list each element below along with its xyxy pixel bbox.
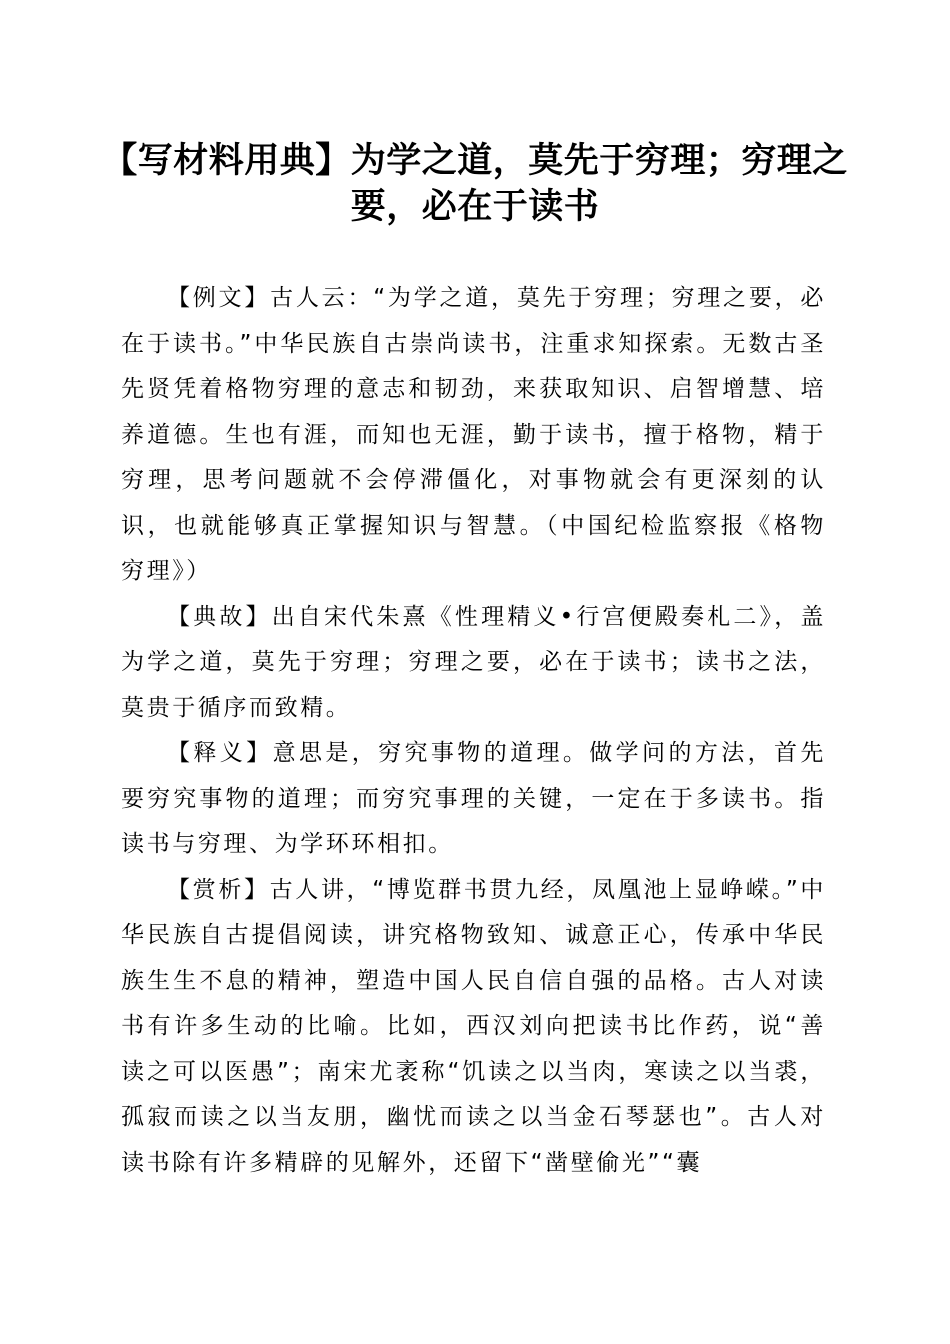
paragraph-appreciation: 【赏析】古人讲，“博览群书贯九经，凤凰池上显峥嵘。”中华民族自古提倡阅读，讲究格物致知、诚意正心，传承中华民族生生不息的精神，塑造中国人民自信自强的品格。古人对读书有许多生动的比喻。比如，西汉刘向把读书比作药，说“善读之可以医愚”；南宋尤袤称“饥读之以当肉，寒读之以当裘，孤寂而读之以当友朋，幽忧而读之以当金石琴瑟也”。古人对读书除有许多精辟的见解外，还留下“凿壁偷光”“囊 xyxy=(121,876,826,1176)
paragraph-allusion: 【典故】出自宋代朱熹《性理精义•行宫便殿奏札二》，盖为学之道，莫先于穷理；穷理之要，必在于读书；读书之法，莫贵于循序而致精。 xyxy=(121,603,826,721)
document-title: 【写材料用典】为学之道，莫先于穷理；穷理之要，必在于读书 xyxy=(102,140,848,227)
paragraph-meaning: 【释义】意思是，穷究事物的道理。做学问的方法，首先要穷究事物的道理；而穷究事理的关键，一定在于多读书。指读书与穷理、为学环环相扣。 xyxy=(121,740,826,857)
document-body xyxy=(121,276,826,1186)
paragraph-example: 【例文】古人云：“为学之道，莫先于穷理；穷理之要，必在于读书。”中华民族自古崇尚读书，注重求知探索。无数古圣先贤凭着格物穷理的意志和韧劲，来获取知识、启智增慧、培养道德。生也有涯，而知也无涯，勤于读书，擅于格物，精于穷理，思考问题就不会停滞僵化，对事物就会有更深刻的认识，也就能够真正掌握知识与智慧。（中国纪检监察报《格物穷理》） xyxy=(121,285,826,584)
